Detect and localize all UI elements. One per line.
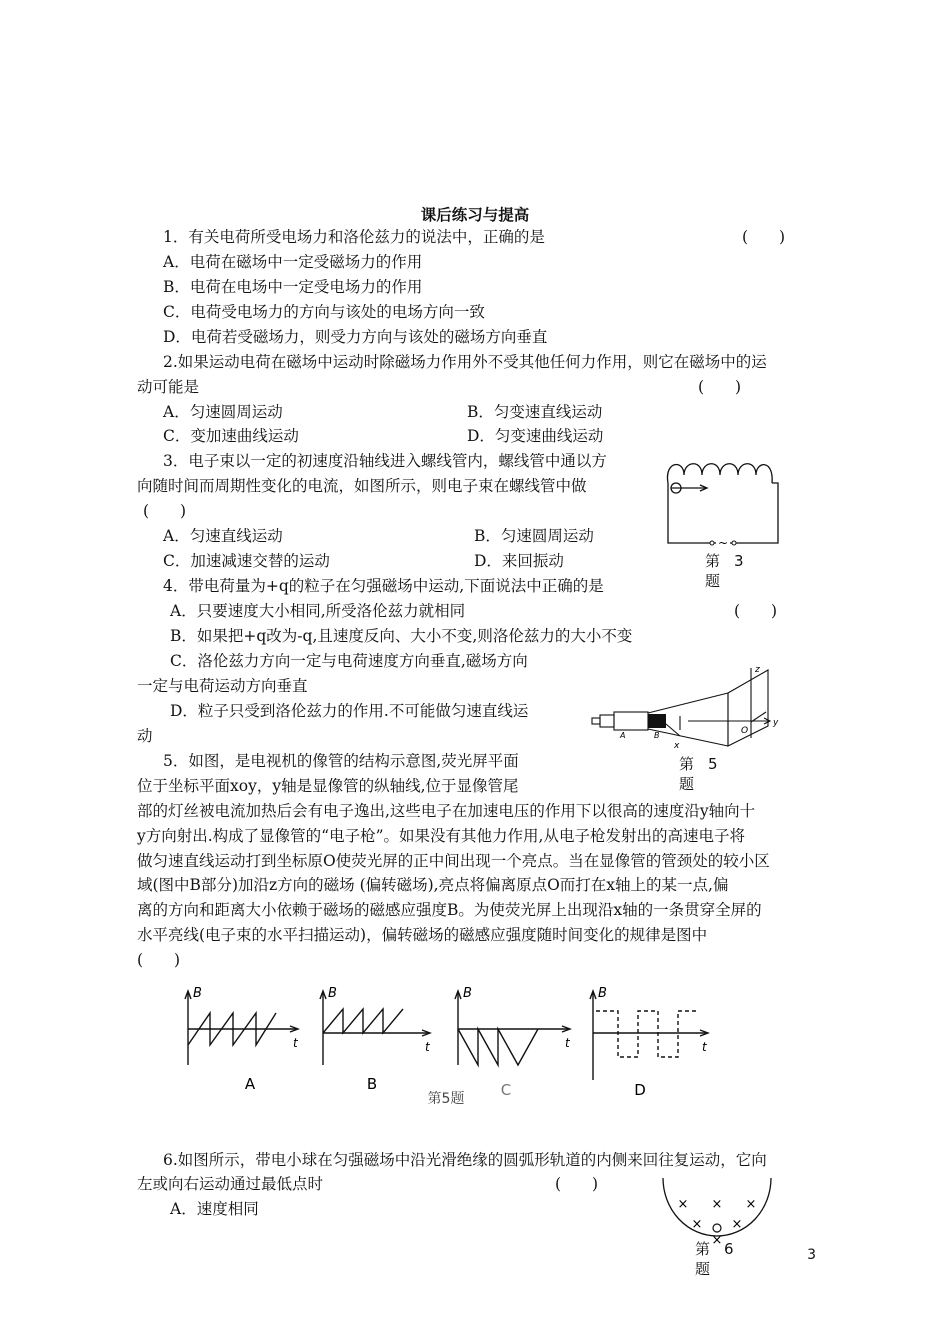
q4-stem: 4．带电荷量为+q的粒子在匀强磁场中运动,下面说法中正确的是: [163, 577, 604, 595]
graph-d-label: D: [634, 1081, 646, 1099]
q5-text-line6: 域(图中B部分)加沿z方向的磁场 (偏转磁场),亮点将偏离原点O而打在x轴上的某一点,偏: [137, 876, 729, 894]
q1-paren: ( ): [742, 228, 786, 246]
q2-option-d: D．匀变速曲线运动: [467, 427, 604, 445]
graph-a-y-label: B: [193, 986, 202, 1001]
graph-c-y-label: B: [463, 986, 472, 1001]
q3-stem-line1: 3．电子束以一定的初速度沿轴线进入螺线管内，螺线管中通以方: [163, 452, 607, 470]
graph-d-y-label: B: [598, 986, 607, 1001]
graph-d-x-label: t: [702, 1040, 707, 1054]
graph-a-label: A: [244, 1075, 256, 1093]
q6-stem-line1: 6.如图所示，带电小球在匀强磁场中沿光滑绝缘的圆弧形轨道的内侧来回往复运动，它向: [163, 1151, 767, 1169]
q2-option-b: B．匀变速直线运动: [467, 403, 603, 421]
origin-o-label: O: [741, 726, 749, 736]
q5-paren: ( ): [137, 951, 181, 969]
field-mark: ×: [691, 1217, 703, 1232]
q6-option-a: A．速度相同: [170, 1200, 259, 1218]
q3-caption-suffix: 题: [705, 572, 721, 590]
q2-option-c: C．变加速曲线运动: [163, 427, 299, 445]
q5-text-line8: 水平亮线(电子束的水平扫描运动)，偏转磁场的磁感应强度随时间变化的规律是图中: [137, 926, 708, 944]
q3-caption-label: 第 3: [705, 552, 744, 570]
graph-b-label: B: [366, 1075, 378, 1093]
q1-option-d: D．电荷若受磁场力，则受力方向与该处的磁场方向垂直: [163, 328, 548, 346]
graph-b-x-label: t: [425, 1040, 430, 1054]
field-mark: ×: [711, 1233, 723, 1246]
axis-y-label: y: [773, 718, 779, 728]
q3-option-c: C．加速减速交替的运动: [163, 552, 330, 570]
q5-text-line3: 部的灯丝被电流加热后会有电子逸出,这些电子在加速电压的作用下以很高的速度沿y轴向十: [137, 802, 756, 820]
q4-option-b: B．如果把+q改为-q,且速度反向、大小不变,则洛伦兹力的大小不变: [170, 627, 633, 645]
page-number: 3: [807, 1247, 816, 1263]
q5-caption-suffix: 题: [679, 775, 695, 793]
q5-text-line2: 位于坐标平面xoy，y轴是显像管的纵轴线,位于显像管尾: [137, 777, 519, 795]
q3-option-a: A．匀速直线运动: [163, 527, 283, 545]
q6-paren: ( ): [555, 1175, 599, 1193]
ac-symbol: ~: [717, 536, 729, 550]
q6-stem-line2: 左或向右运动通过最低点时: [137, 1175, 324, 1193]
q3-option-b: B．匀速圆周运动: [474, 527, 594, 545]
q5-caption-label: 第 5: [679, 755, 718, 773]
arc-track-figure: [655, 1176, 780, 1246]
q4-option-d-line1: D．粒子只受到洛伦兹力的作用.不可能做匀速直线运: [170, 702, 529, 720]
field-mark: ×: [731, 1217, 743, 1232]
q2-stem-line1: 2.如果运动电荷在磁场中运动时除磁场力作用外不受其他任何力作用，则它在磁场中的运: [163, 353, 767, 371]
field-mark: ×: [745, 1197, 757, 1212]
part-b-label: B: [654, 731, 660, 740]
q2-option-a: A．匀速圆周运动: [163, 403, 283, 421]
graphs-caption: 第5题: [427, 1091, 465, 1107]
q1-option-b: B．电荷在电场中一定受电场力的作用: [163, 278, 423, 296]
q1-stem: 1．有关电荷所受电场力和洛伦兹力的说法中，正确的是: [163, 228, 545, 246]
q4-option-d-line2: 动: [137, 727, 153, 745]
graph-b-y-label: B: [328, 986, 337, 1001]
q1-option-c: C．电荷受电场力的方向与该处的电场方向一致: [163, 303, 485, 321]
q3-paren: ( ): [143, 502, 187, 520]
graph-c-label: C: [500, 1081, 512, 1099]
graph-a-x-label: t: [293, 1036, 298, 1050]
q3-option-d: D．来回振动: [474, 552, 564, 570]
q2-stem-line2: 动可能是: [137, 378, 200, 396]
q5-text-line1: 5．如图，是电视机的像管的结构示意图,荧光屏平面: [163, 752, 519, 770]
charged-ball: [713, 1224, 721, 1232]
part-a-label: A: [620, 731, 626, 740]
q2-paren: ( ): [698, 378, 742, 396]
axis-x-label: x: [674, 741, 680, 751]
q5-text-line5: 做匀速直线运动打到坐标原O使荧光屏的正中间出现一个亮点。当在显像管的管颈处的较小区: [137, 852, 770, 870]
q3-stem-line2: 向随时间而周期性变化的电流，如图所示，则电子束在螺线管中做: [137, 477, 587, 495]
picture-tube-figure: [588, 658, 788, 758]
q6-caption-suffix: 题: [695, 1260, 711, 1278]
q6-caption-label: 第 6: [695, 1240, 734, 1258]
q5-text-line4: y方向射出.构成了显像管的“电子枪”。如果没有其他力作用,从电子枪发射出的高速电子将: [137, 827, 745, 845]
field-mark: ×: [677, 1197, 689, 1212]
field-mark: ×: [711, 1197, 723, 1212]
graph-c-x-label: t: [565, 1036, 570, 1050]
q4-option-c-line2: 一定与电荷运动方向垂直: [137, 677, 308, 695]
bt-graphs: [178, 985, 718, 1115]
solenoid-figure: [662, 455, 786, 551]
q4-option-a: A．只要速度大小相同,所受洛伦兹力就相同: [170, 602, 466, 620]
q5-text-line7: 离的方向和距离大小依赖于磁场的磁感应强度B。为使荧光屏上出现沿x轴的一条贯穿全屏的: [137, 901, 762, 919]
q4-paren: ( ): [734, 602, 778, 620]
q4-option-c-line1: C．洛伦兹力方向一定与电荷速度方向垂直,磁场方向: [170, 652, 528, 670]
q1-option-a: A．电荷在磁场中一定受磁场力的作用: [163, 253, 423, 271]
page-title: 课后练习与提高: [420, 205, 530, 224]
axis-z-label: z: [755, 665, 760, 675]
